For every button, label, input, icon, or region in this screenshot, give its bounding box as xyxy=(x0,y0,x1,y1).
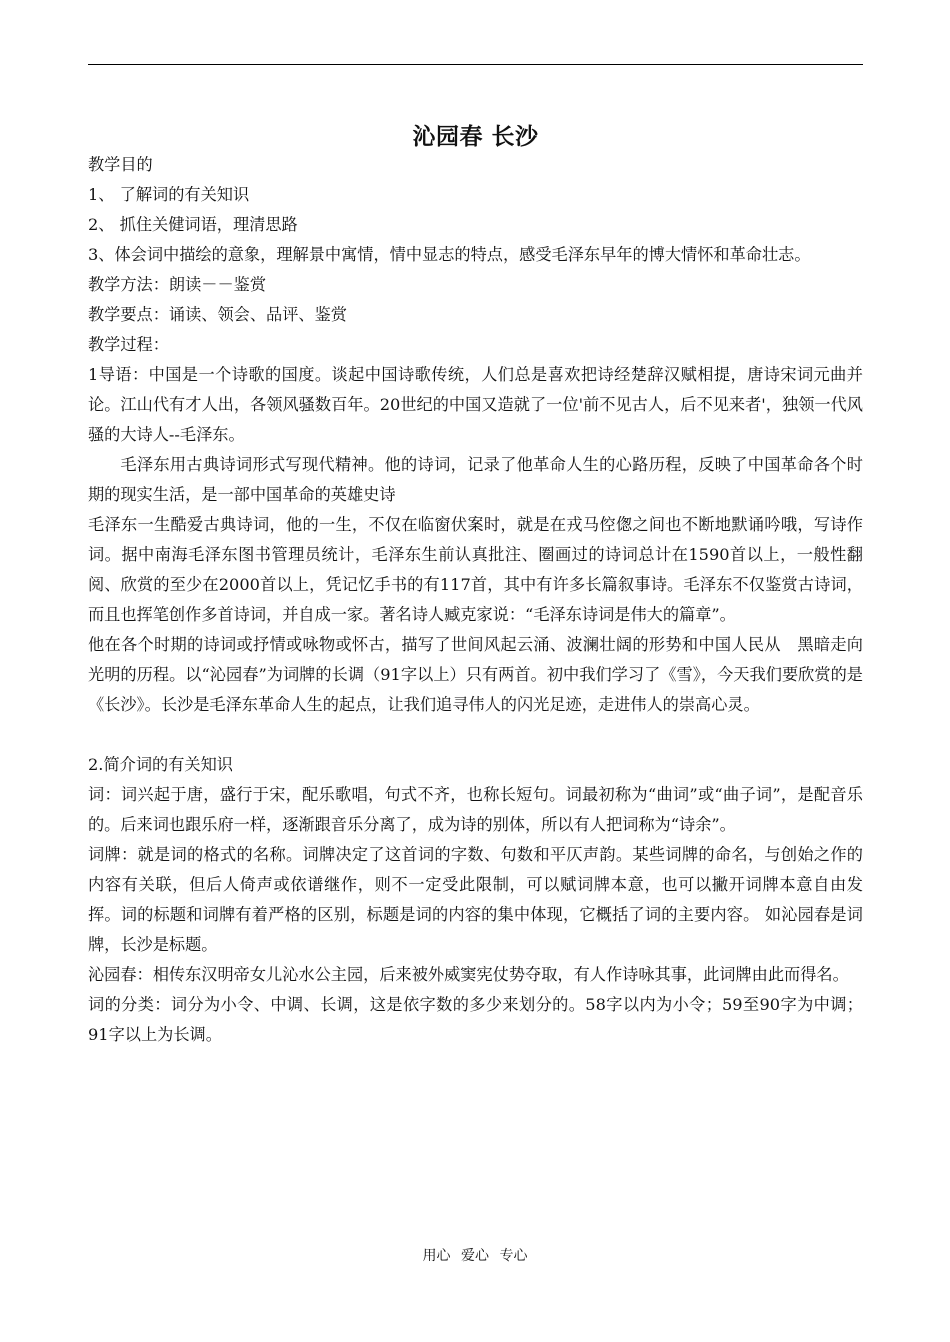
paragraph-objective-2: 2、 抓住关健词语，理清思路 xyxy=(88,215,298,234)
paragraph-section-2-heading: 2.简介词的有关知识 xyxy=(88,755,233,774)
paragraph-objective-1: 1、 了解词的有关知识 xyxy=(88,185,250,204)
paragraph-method: 教学方法：朗读－－鉴赏 xyxy=(88,275,267,294)
page-footer: 用心 爱心 专心 xyxy=(422,1248,528,1264)
document-title: 沁园春 长沙 xyxy=(412,123,539,150)
paragraph-cipai-definition: 词牌：就是词的格式的名称。词牌决定了这首词的字数、句数和平仄声韵。某些词牌的命名，与创始之作的内容有关联，但后人倚声或依谱继作，则不一定受此限制，可以赋词牌本意，也可以撇开词牌本意自由发挥。词的标题和词牌有着严格的区别，标题是词的内容的集中体现，它概括了词的主要内容。 如沁园春是词牌，长沙是标题。 xyxy=(88,845,863,954)
paragraph-process-heading: 教学过程： xyxy=(88,335,169,354)
paragraph-objective-3: 3、体会词中描绘的意象，理解景中寓情，情中显志的特点，感受毛泽东早年的博大情怀和革命壮志。 xyxy=(88,245,811,264)
blank-line xyxy=(88,720,863,750)
paragraph-modern-spirit: 毛泽东用古典诗词形式写现代精神。他的诗词，记录了他革命人生的心路历程，反映了中国革命各个时期的现实生活，是一部中国革命的英雄史诗 xyxy=(88,455,863,504)
paragraph-love-of-poetry: 毛泽东一生酷爱古典诗词，他的一生，不仅在临窗伏案时，就是在戎马倥偬之间也不断地默诵吟哦，写诗作词。据中南海毛泽东图书管理员统计，毛泽东生前认真批注、圈画过的诗词总计在1590首以上，一般性翻阅、欣赏的至少在2000首以上，凭记忆手书的有117首，其中有许多长篇叙事诗。毛泽东不仅鉴赏古诗词，而且也挥笔创作多首诗词，并自成一家。著名诗人臧克家说：“毛泽东诗词是伟大的篇章”。 xyxy=(88,515,863,624)
paragraph-objectives-heading: 教学目的 xyxy=(88,155,153,174)
paragraph-key-points: 教学要点：诵读、领会、品评、鉴赏 xyxy=(88,305,347,324)
paragraph-introduction: 1导语：中国是一个诗歌的国度。谈起中国诗歌传统，人们总是喜欢把诗经楚辞汉赋相提，唐诗宋词元曲并论。江山代有才人出，各领风骚数百年。20世纪的中国又造就了一位'前不见古人，后不见来者'，独领一代风骚的大诗人--毛泽东。 xyxy=(88,365,863,444)
paragraph-ci-classification: 词的分类：词分为小令、中调、长调，这是依字数的多少来划分的。58字以内为小令；59至90字为中调；91字以上为长调。 xyxy=(88,995,863,1044)
header-rule xyxy=(88,64,863,65)
paragraph-qinyuanchun-origin: 沁园春：相传东汉明帝女儿沁水公主园，后来被外威窦宪仗势夺取，有人作诗咏其事，此词牌由此而得名。 xyxy=(88,965,849,984)
paragraph-poetry-periods: 他在各个时期的诗词或抒情或咏物或怀古，描写了世间风起云涌、波澜壮阔的形势和中国人民从 黑暗走向光明的历程。以“沁园春”为词牌的长调（91字以上）只有两首。初中我们学习了《雪》，今天我们要欣赏的是《长沙》。长沙是毛泽东革命人生的起点，让我们追寻伟人的闪光足迹，走进伟人的崇高心灵。 xyxy=(88,635,863,714)
paragraph-ci-definition: 词：词兴起于唐，盛行于宋，配乐歌唱，句式不齐，也称长短句。词最初称为“曲词”或“曲子词”，是配音乐的。后来词也跟乐府一样，逐渐跟音乐分离了，成为诗的别体，所以有人把词称为“诗余”。 xyxy=(88,785,863,834)
document-body xyxy=(88,150,863,1050)
